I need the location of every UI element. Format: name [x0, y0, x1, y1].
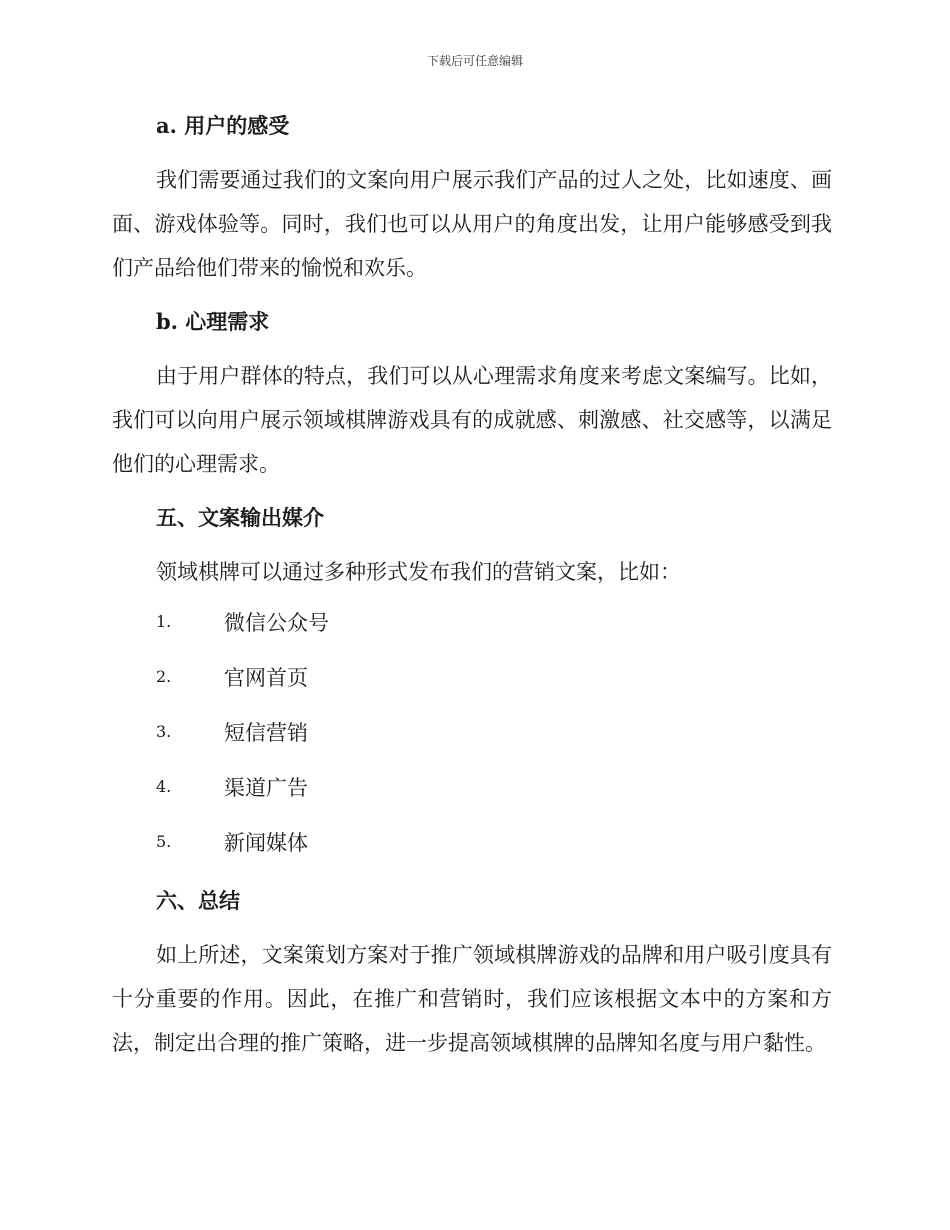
section-five-paragraph: 领域棋牌可以通过多种形式发布我们的营销文案，比如：	[156, 560, 681, 584]
list-item	[112, 704, 832, 759]
list-item-text: 微信公众号	[224, 610, 329, 635]
list-item-number: 4.	[156, 777, 172, 796]
section-b-heading: b. 心理需求	[156, 309, 270, 334]
media-list	[112, 594, 832, 869]
list-item-text: 短信营销	[224, 720, 308, 745]
section-six-paragraph: 如上所述，文案策划方案对于推广领域棋牌游戏的品牌和用户吸引度具有十分重要的作用。因此，在推广和营销时，我们应该根据文本中的方案和方法，制定出合理的推广策略，进一步提高领域棋牌的品牌知名度与用户黏性。	[112, 943, 832, 1055]
section-a-heading: a. 用户的感受	[156, 113, 290, 138]
section-five-heading: 五、文案输出媒介	[156, 505, 324, 530]
list-item-text: 渠道广告	[224, 775, 308, 800]
list-item-text: 新闻媒体	[224, 830, 308, 855]
section-b-paragraph: 由于用户群体的特点，我们可以从心理需求角度来考虑文案编写。比如，我们可以向用户展示领域棋牌游戏具有的成就感、刺激感、社交感等，以满足他们的心理需求。	[112, 364, 832, 476]
list-item-number: 3.	[156, 722, 172, 741]
section-a-paragraph: 我们需要通过我们的文案向用户展示我们产品的过人之处，比如速度、画面、游戏体验等。同时，我们也可以从用户的角度出发，让用户能够感受到我们产品给他们带来的愉悦和欢乐。	[112, 168, 832, 280]
document-body	[112, 104, 832, 1065]
list-item-number: 1.	[156, 612, 172, 631]
list-item-text: 官网首页	[224, 665, 308, 690]
list-item	[112, 759, 832, 814]
section-six-heading: 六、总结	[156, 888, 240, 913]
list-item	[112, 594, 832, 649]
list-item-number: 5.	[156, 832, 172, 851]
page-header: 下载后可任意编辑	[426, 54, 523, 68]
list-item	[112, 814, 832, 869]
list-item-number: 2.	[156, 667, 172, 686]
list-item	[112, 649, 832, 704]
